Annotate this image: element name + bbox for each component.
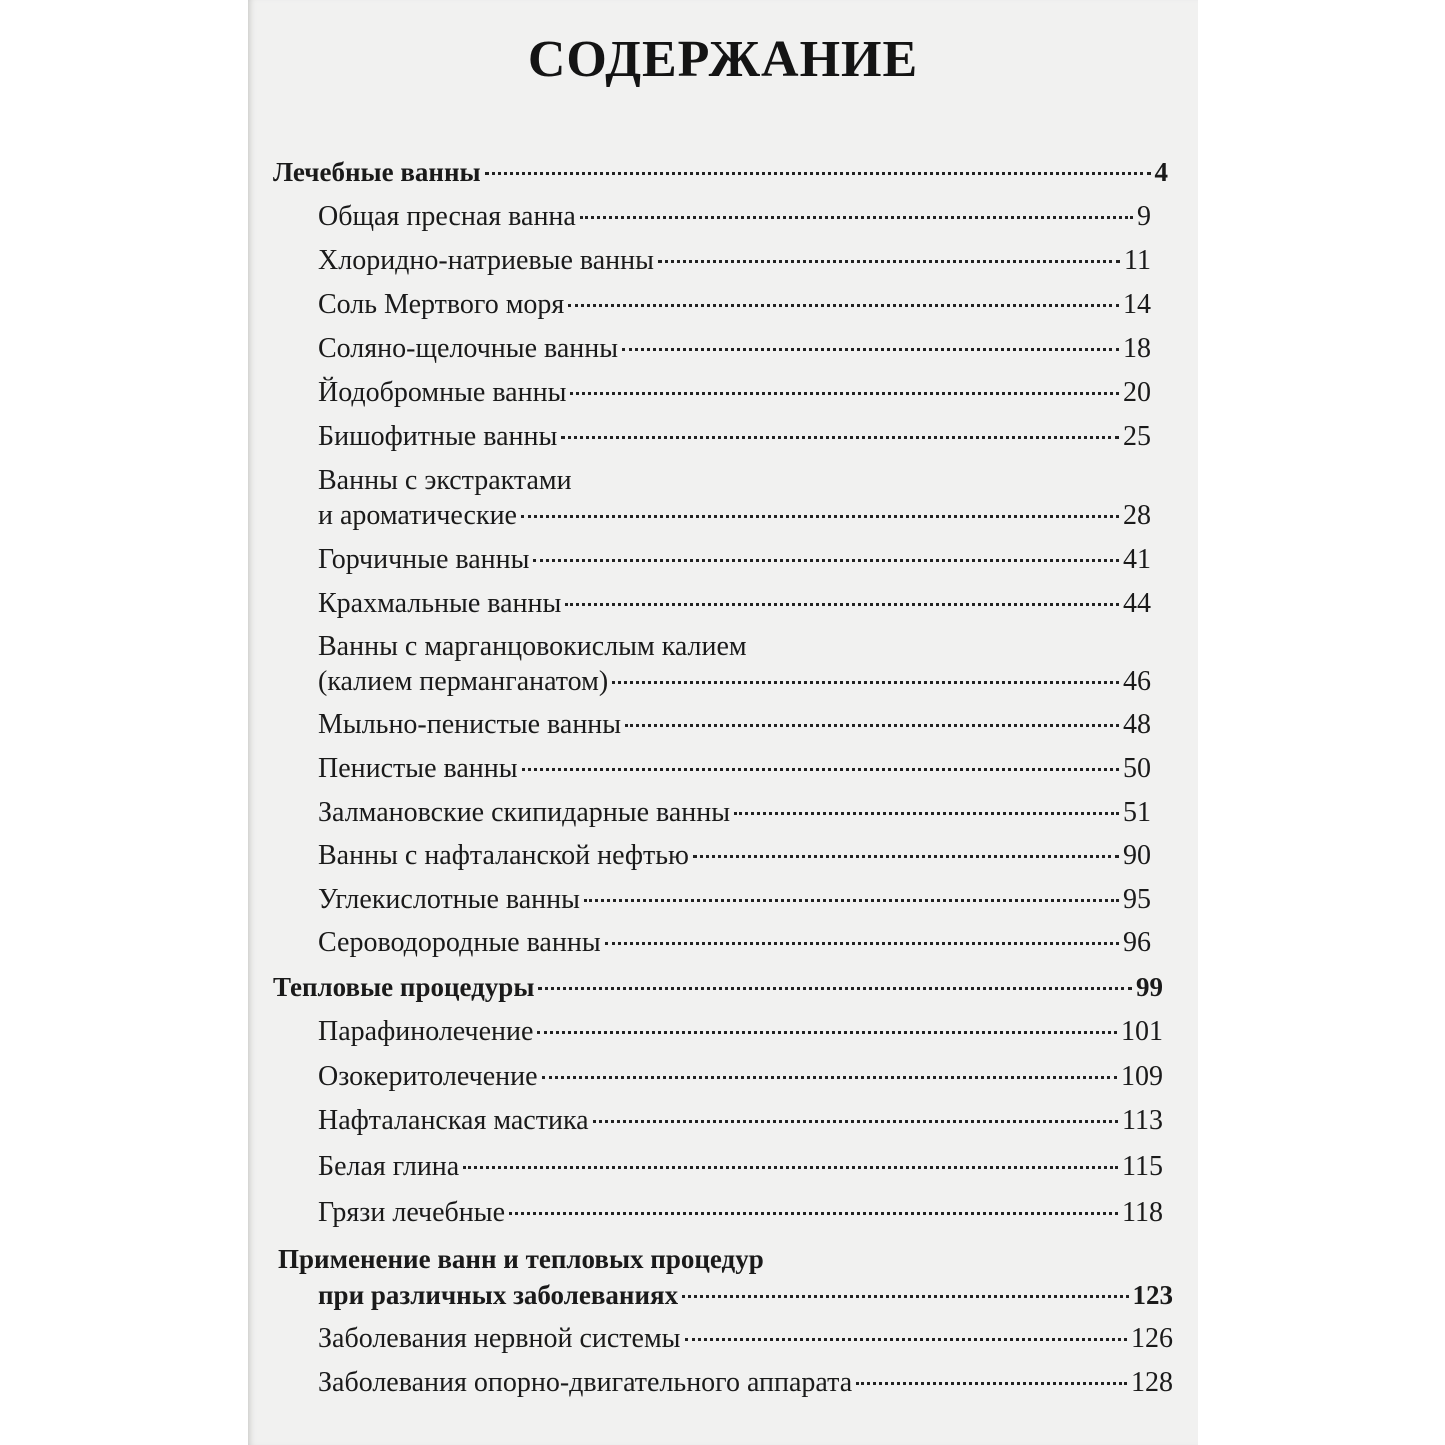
toc-entry-label: Ванны с нафталанской нефтью <box>318 840 689 871</box>
toc-entry-page: 109 <box>1121 1061 1163 1092</box>
leader-dots <box>693 855 1119 858</box>
leader-dots <box>593 1120 1118 1123</box>
toc-entry-page: 95 <box>1123 884 1151 915</box>
leader-dots <box>856 1382 1127 1385</box>
toc-entry-label: Озокеритолечение <box>318 1061 538 1092</box>
leader-dots <box>521 515 1119 518</box>
leader-dots <box>580 216 1133 219</box>
toc-entry <box>318 926 1151 960</box>
toc-entry-page: 14 <box>1123 289 1151 320</box>
leader-dots <box>685 1338 1128 1341</box>
toc-entry-label: и ароматические <box>318 500 517 531</box>
leader-dots <box>612 681 1119 684</box>
leader-dots <box>542 1076 1117 1079</box>
toc-entry-label: Тепловые процедуры <box>273 972 535 1002</box>
toc-entry-page: 115 <box>1122 1151 1163 1182</box>
toc-entry-label: Лечебные ванны <box>273 157 481 187</box>
toc-entry-page: 50 <box>1123 753 1151 784</box>
toc-entry <box>318 288 1151 322</box>
toc-entry-label: Парафинолечение <box>318 1016 534 1047</box>
toc-entry <box>318 839 1151 873</box>
toc-entry <box>318 883 1151 917</box>
toc-entry-label: Заболевания нервной системы <box>318 1323 681 1354</box>
toc-entry-label: Крахмальные ванны <box>318 588 562 619</box>
leader-dots <box>522 768 1119 771</box>
toc-entry-page: 28 <box>1123 500 1151 531</box>
toc-entry-label: (калием перманганатом) <box>318 666 609 697</box>
toc-entry-label-line1: Применение ванн и тепловых процедур <box>278 1244 764 1274</box>
toc-entry <box>273 970 1163 1004</box>
toc-entry-page: 126 <box>1131 1323 1173 1354</box>
toc-entry-page: 118 <box>1122 1197 1163 1228</box>
toc-entry-page: 4 <box>1154 157 1168 187</box>
leader-dots <box>570 392 1119 395</box>
toc-entry-label: Углекислотные ванны <box>318 884 580 915</box>
toc-entry-page: 25 <box>1123 421 1151 452</box>
toc-entry-label: Соляно-щелочные ванны <box>318 333 619 364</box>
toc-entry-page: 101 <box>1121 1016 1163 1047</box>
toc-entry <box>318 1104 1163 1138</box>
leader-dots <box>658 260 1120 263</box>
toc-entry <box>318 1366 1173 1400</box>
toc-entry-label: Грязи лечебные <box>318 1197 506 1228</box>
toc-entry <box>318 1015 1163 1049</box>
leader-dots <box>561 436 1119 439</box>
toc-entry-page: 128 <box>1131 1367 1173 1398</box>
leader-dots <box>533 559 1119 562</box>
book-page <box>248 0 1198 1445</box>
toc-entry-label: Йодобромные ванны <box>318 377 567 408</box>
toc-entry <box>318 587 1151 621</box>
toc-entry-label: Нафталанская мастика <box>318 1105 589 1136</box>
toc-entry-page: 99 <box>1136 972 1163 1002</box>
toc-entry-page: 11 <box>1124 245 1151 276</box>
toc-entry-label: при различных заболеваниях <box>318 1280 679 1310</box>
toc-entry <box>273 155 1168 189</box>
toc-entry-label: Горчичные ванны <box>318 544 530 575</box>
leader-dots <box>734 812 1119 815</box>
toc-entry <box>318 1196 1163 1230</box>
toc-entry <box>318 332 1151 366</box>
toc-entry <box>318 1278 1173 1312</box>
toc-entry <box>318 244 1151 278</box>
toc-entry-page: 123 <box>1132 1280 1173 1310</box>
toc-entry-page: 48 <box>1123 709 1151 740</box>
toc-entry-label: Мыльно-пенистые ванны <box>318 709 622 740</box>
leader-dots <box>584 899 1119 902</box>
toc-entry-label: Хлоридно-натриевые ванны <box>318 245 654 276</box>
leader-dots <box>538 987 1132 990</box>
toc-entry-page: 90 <box>1123 840 1151 871</box>
toc-entry <box>318 752 1151 786</box>
toc-entry-page: 9 <box>1137 201 1151 232</box>
toc-entry-label: Соль Мертвого моря <box>318 289 565 320</box>
toc-entry-label: Сероводородные ванны <box>318 927 601 958</box>
toc-entry-label: Залмановские скипидарные ванны <box>318 797 731 828</box>
leader-dots <box>682 1295 1128 1298</box>
toc-entry <box>318 708 1151 742</box>
leader-dots <box>509 1212 1118 1215</box>
leader-dots <box>625 724 1119 727</box>
toc-entry-label: Белая глина <box>318 1151 460 1182</box>
leader-dots <box>463 1166 1118 1169</box>
toc-entry-label-line1: Ванны с марганцовокислым калием <box>318 631 747 662</box>
toc-entry <box>318 1150 1163 1184</box>
toc-entry-page: 41 <box>1123 544 1151 575</box>
toc-entry-label-line1: Ванны с экстрактами <box>318 465 572 496</box>
toc-entry-label: Пенистые ванны <box>318 753 518 784</box>
toc-entry-label: Общая пресная ванна <box>318 201 576 232</box>
leader-dots <box>537 1031 1117 1034</box>
toc-entry <box>318 796 1151 830</box>
toc-entry <box>318 543 1151 577</box>
leader-dots <box>622 348 1119 351</box>
toc-entry-label: Заболевания опорно-двигательного аппарата <box>318 1367 853 1398</box>
toc-entry <box>318 499 1151 533</box>
toc-entry-label: Бишофитные ванны <box>318 421 558 452</box>
leader-dots <box>568 304 1119 307</box>
toc-entry-page: 46 <box>1123 666 1151 697</box>
toc-entry <box>318 1060 1163 1094</box>
leader-dots <box>605 942 1119 945</box>
leader-dots <box>485 172 1151 175</box>
toc-entry <box>318 665 1151 699</box>
toc-entry <box>318 376 1151 410</box>
toc-entry-page: 18 <box>1123 333 1151 364</box>
toc-entry <box>318 200 1151 234</box>
toc-entry <box>318 1322 1173 1356</box>
toc-entry <box>318 420 1151 454</box>
page-title: СОДЕРЖАНИЕ <box>527 31 919 88</box>
toc-entry-page: 44 <box>1123 588 1151 619</box>
toc-entry-page: 113 <box>1122 1105 1163 1136</box>
toc-entry-page: 51 <box>1123 797 1151 828</box>
leader-dots <box>565 603 1119 606</box>
toc-entry-page: 96 <box>1123 927 1151 958</box>
toc-entry-page: 20 <box>1123 377 1151 408</box>
